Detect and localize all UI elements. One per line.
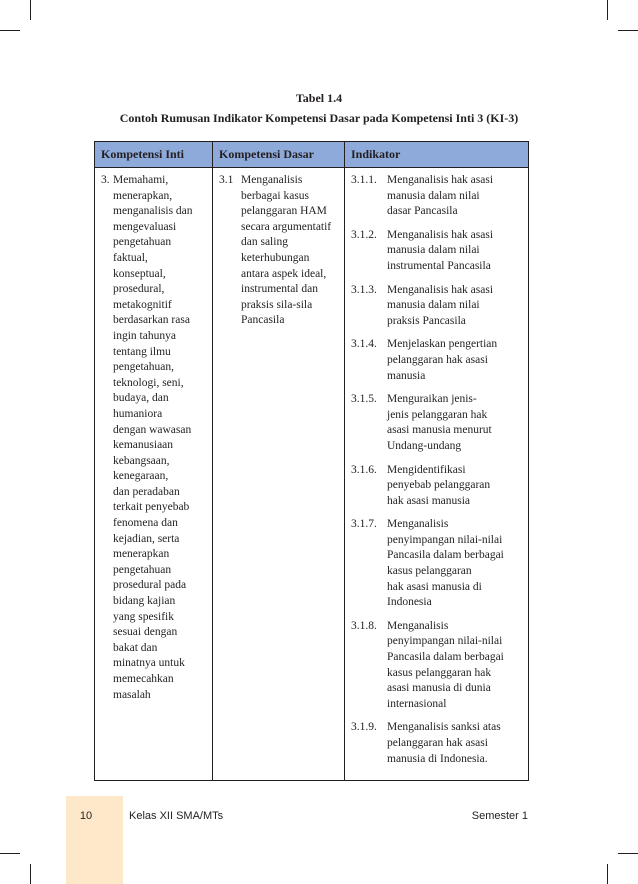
indikator-text [387, 173, 493, 220]
text-line: prosedural, [113, 283, 165, 296]
indikator-cell [345, 168, 529, 781]
text-line: kasus pelanggaran hak [387, 666, 492, 679]
header-kompetensi-dasar: Kompetensi Dasar [213, 142, 345, 168]
text-line: Memahami, [113, 174, 169, 186]
text-line: kemanusiaan [113, 439, 174, 452]
text-line: mengevaluasi [113, 220, 177, 233]
text-line: pengetahuan, [113, 361, 174, 374]
text-line: manusia dalam nilai [387, 189, 480, 202]
indikator-number: 3.1.5. [351, 393, 377, 406]
text-line: faktual, [113, 251, 148, 264]
kd-cell [213, 168, 345, 781]
header-kompetensi-inti: Kompetensi Inti [95, 142, 213, 168]
text-line: Menganalisis sanksi atas [387, 721, 501, 734]
text-line: tentang ilmu [113, 345, 171, 358]
text-line: Undang-undang [387, 439, 462, 452]
text-line: menerapkan [113, 548, 170, 561]
text-line: asasi manusia menurut [387, 424, 492, 437]
indikator-number: 3.1.9. [351, 721, 377, 734]
indikator-item [351, 392, 522, 454]
text-line: Menganalisis hak asasi [387, 174, 494, 186]
indikator-item [351, 463, 522, 510]
text-line: budaya, dan [113, 392, 169, 405]
crop-mark [607, 864, 608, 884]
text-line: Menganalisis [241, 174, 303, 186]
kd-text [241, 173, 331, 329]
text-line: praksis sila-sila [241, 298, 313, 311]
ki-number: 3. [101, 174, 110, 186]
text-line: yang spesifik [113, 610, 175, 623]
text-line: Menjelaskan pengertian [387, 338, 498, 351]
indikator-item [351, 517, 522, 611]
text-line: pengetahuan [113, 236, 172, 249]
indikator-text [387, 619, 504, 713]
text-line: dengan wawasan [113, 423, 192, 436]
kompetensi-table [94, 141, 529, 781]
indikator-text [387, 720, 501, 767]
text-line: Menguraikan jenis- [387, 393, 477, 406]
text-line: pengetahuan [113, 563, 172, 576]
text-line: hak asasi manusia di [387, 580, 482, 593]
text-line: kebangsaan, [113, 454, 170, 467]
kd-number: 3.1 [219, 174, 234, 186]
indikator-number: 3.1.6. [351, 463, 377, 476]
text-line: kejadian, serta [113, 532, 180, 545]
crop-mark [30, 864, 31, 884]
text-line: manusia [387, 369, 426, 382]
text-line: Mengidentifikasi [387, 463, 466, 476]
text-line: berbagai kasus [241, 189, 310, 202]
text-line: sesuai dengan [113, 626, 178, 639]
indikator-number: 3.1.4. [351, 338, 377, 351]
text-line: prosedural pada [113, 579, 187, 592]
text-line: praksis Pancasila [387, 314, 466, 327]
text-line: masalah [113, 688, 151, 701]
text-line: berdasarkan rasa [113, 314, 190, 327]
text-line: kasus pelanggaran [387, 565, 472, 578]
text-line: jenis pelanggaran hak [387, 408, 488, 421]
text-line: terkait penyebab [113, 501, 190, 514]
table-title: Tabel 1.4 [295, 91, 343, 105]
crop-mark [30, 0, 31, 20]
text-line: penyimpangan nilai-nilai [387, 533, 503, 546]
text-line: manusia dalam nilai [387, 299, 480, 312]
text-line: instrumental Pancasila [387, 259, 491, 272]
text-line: Indonesia [387, 596, 432, 609]
indikator-text [387, 228, 493, 275]
indikator-item [351, 720, 522, 767]
footer-book-title: Kelas XII SMA/MTs [129, 810, 224, 822]
text-line: humaniora [113, 407, 163, 420]
indikator-number: 3.1.1. [351, 174, 377, 186]
indikator-item [351, 228, 522, 275]
text-line: Pancasila dalam berbagai [387, 549, 504, 562]
text-line: menganalisis dan [113, 205, 193, 218]
text-line: pelanggaran hak asasi [387, 737, 488, 749]
footer-semester: Semester 1 [471, 810, 528, 822]
text-line: internasional [387, 697, 447, 710]
text-line: dan peradaban [113, 485, 180, 498]
crop-mark [0, 853, 20, 854]
indikator-item [351, 619, 522, 713]
text-line: bakat dan [113, 641, 158, 654]
indikator-text [387, 337, 497, 384]
crop-mark [607, 0, 608, 20]
table-header-row [95, 142, 529, 168]
indikator-text [387, 517, 504, 611]
text-line: fenomena dan [113, 517, 178, 530]
header-indikator: Indikator [345, 142, 529, 168]
text-line: kenegaraan, [113, 470, 169, 483]
text-line: menerapkan, [113, 189, 173, 202]
text-line: secara argumentatif [241, 220, 332, 233]
indikator-number: 3.1.7. [351, 518, 377, 531]
text-line: Pancasila [241, 314, 285, 327]
text-line: Pancasila dalam berbagai [387, 651, 504, 664]
crop-mark [618, 30, 638, 31]
text-line: bidang kajian [113, 595, 176, 608]
text-line: Menganalisis [387, 619, 449, 632]
indikator-item [351, 173, 522, 220]
table-subtitle: Contoh Rumusan Indikator Kompetensi Dasar pada Kompetensi Inti 3 (KI-3) [119, 111, 519, 125]
text-line: penyebab pelanggaran [387, 479, 491, 492]
text-line: Menganalisis hak asasi [387, 283, 494, 296]
ki-text [113, 173, 193, 703]
indikator-item [351, 337, 522, 384]
text-line: instrumental dan [241, 283, 318, 296]
text-line: teknologi, seni, [113, 376, 184, 389]
text-line: keterhubungan [241, 251, 310, 264]
text-line: konseptual, [113, 267, 166, 280]
indikator-number: 3.1.2. [351, 228, 377, 241]
text-line: antara aspek ideal, [241, 267, 327, 280]
crop-mark [618, 853, 638, 854]
text-line: metakognitif [113, 298, 172, 311]
indikator-text [387, 283, 493, 330]
text-line: hak asasi manusia [387, 494, 471, 507]
table-row [95, 168, 529, 781]
indikator-number: 3.1.3. [351, 283, 377, 296]
text-line: manusia dalam nilai [387, 244, 480, 257]
indikator-number: 3.1.8. [351, 619, 377, 632]
indikator-text [387, 463, 490, 510]
text-line: Menganalisis hak asasi [387, 228, 494, 241]
text-line: pelanggaran hak asasi [387, 353, 488, 366]
text-line: pelanggaran HAM [241, 205, 327, 218]
indikator-text [387, 392, 492, 454]
text-line: Menganalisis [387, 518, 449, 531]
text-line: dasar Pancasila [387, 205, 458, 218]
page-number: 10 [79, 810, 93, 822]
indikator-item [351, 283, 522, 330]
text-line: memecahkan [113, 673, 174, 685]
text-line: penyimpangan nilai-nilai [387, 635, 503, 648]
text-line: minatnya untuk [113, 657, 185, 670]
ki-cell [95, 168, 213, 781]
text-line: dan saling [241, 236, 288, 249]
crop-mark [0, 30, 20, 31]
text-line: ingin tahunya [113, 329, 176, 342]
text-line: manusia di Indonesia. [387, 752, 488, 765]
text-line: asasi manusia di dunia [387, 682, 491, 695]
